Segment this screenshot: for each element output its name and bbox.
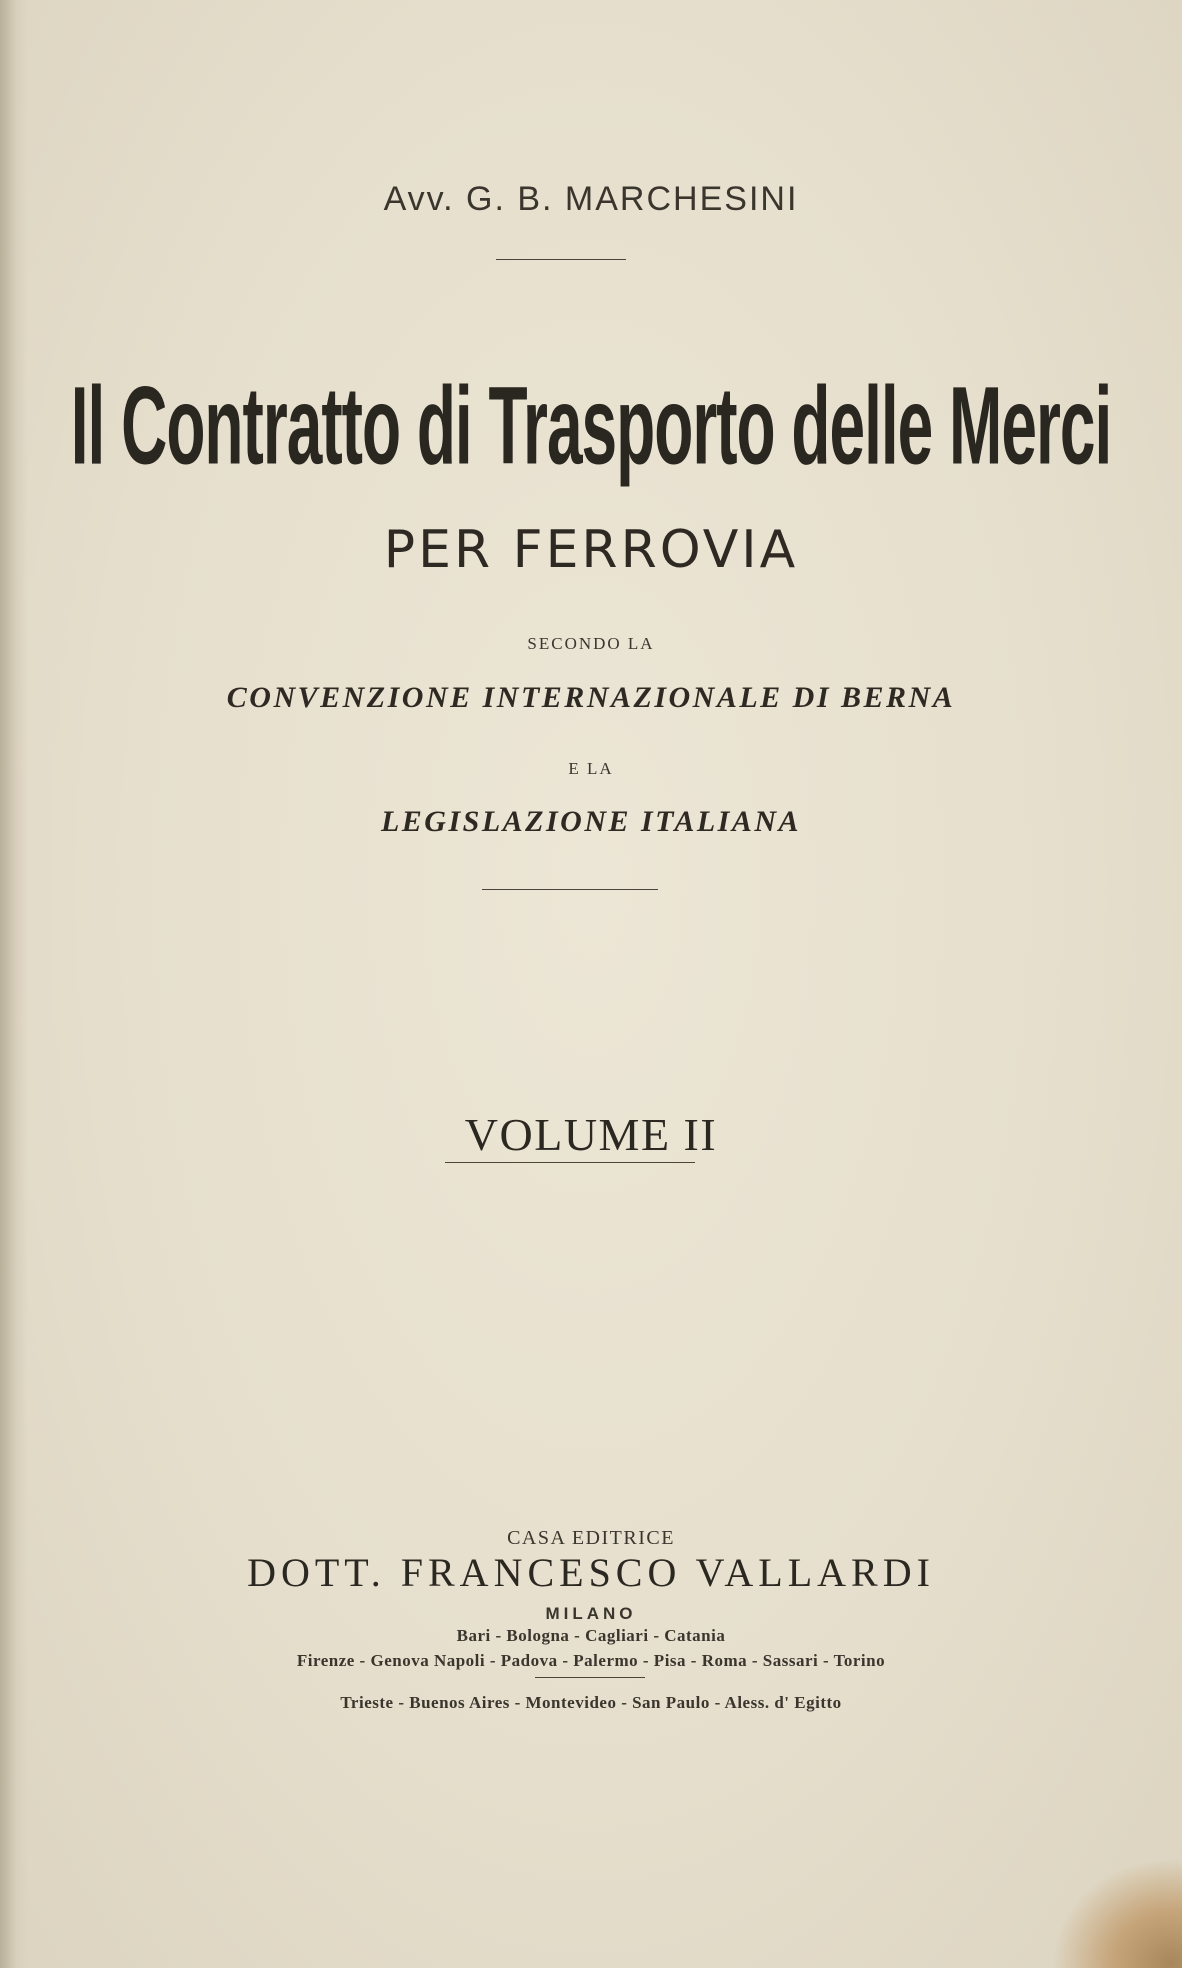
divider-rule: [482, 889, 658, 890]
book-subtitle: PER FERROVIA: [383, 520, 799, 580]
corner-stain: [1052, 1858, 1182, 1968]
imprint-label: CASA EDITRICE: [507, 1527, 675, 1549]
legislazione-text: LEGISLAZIONE ITALIANA: [380, 805, 802, 838]
publisher-name: DOTT. FRANCESCO VALLARDI: [247, 1550, 935, 1595]
publisher-city: MILANO: [545, 1604, 637, 1623]
page-edge-shadow: [0, 0, 28, 1968]
author-name: Avv. G. B. MARCHESINI: [383, 180, 799, 218]
volume-underline: [445, 1162, 695, 1163]
branches-line-3: Trieste - Buenos Aires - Montevideo - San Paulo - Aless. d' Egitto: [340, 1693, 842, 1712]
divider-rule: [496, 259, 626, 260]
book-title: Il Contratto di Trasporto delle Merci: [70, 363, 1112, 488]
branches-line-2: Firenze - Genova Napoli - Padova - Palermo - Pisa - Roma - Sassari - Torino: [296, 1651, 886, 1670]
secondo-la-text: SECONDO LA: [527, 634, 655, 653]
e-la-text: E LA: [568, 759, 614, 778]
volume-label: VOLUME II: [464, 1109, 718, 1160]
divider-rule: [535, 1677, 645, 1678]
branches-line-1: Bari - Bologna - Cagliari - Catania: [456, 1626, 726, 1645]
convenzione-text: CONVENZIONE INTERNAZIONALE DI BERNA: [226, 681, 956, 714]
